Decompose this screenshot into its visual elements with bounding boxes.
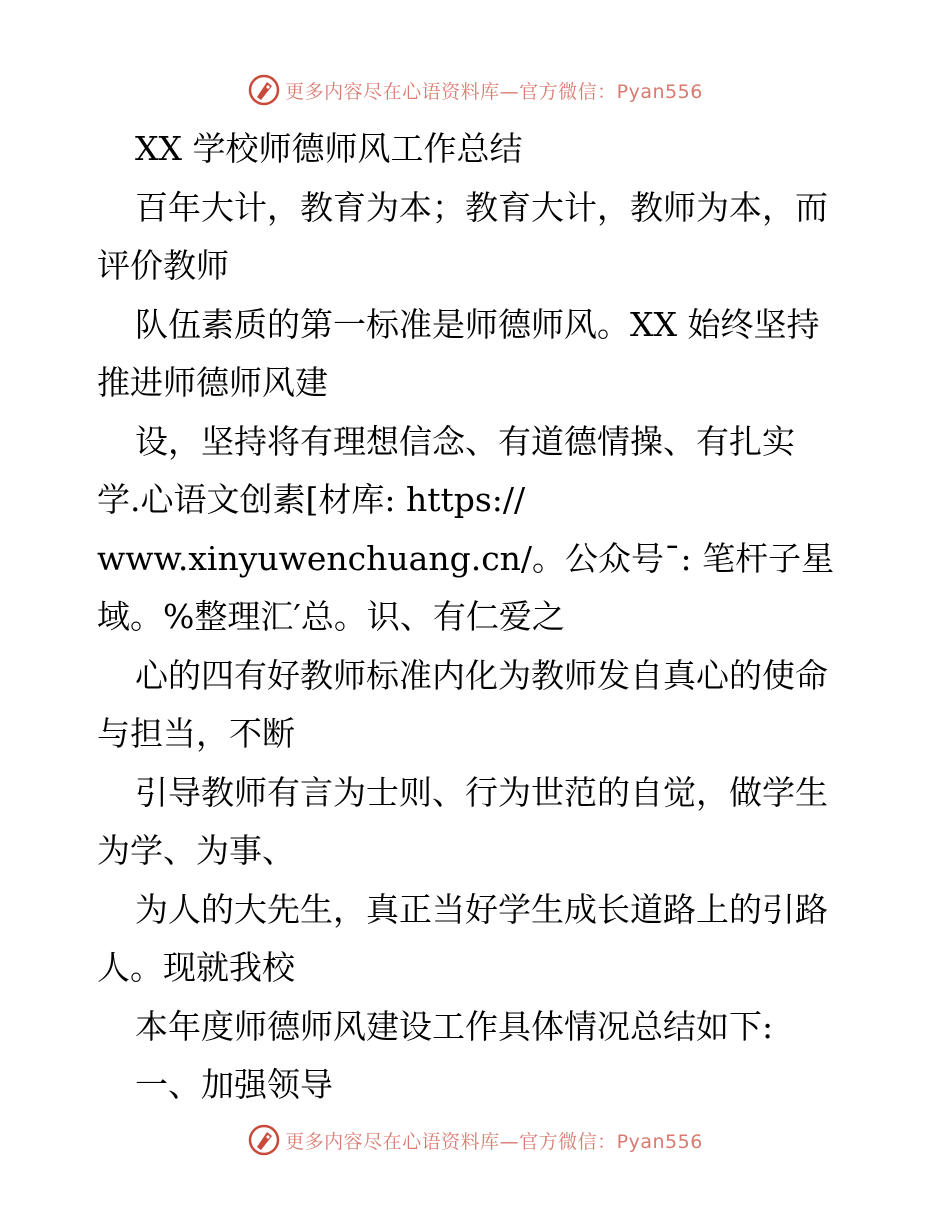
text-line: 百年大计，教育为本；教育大计，教师为本，而: [135, 187, 828, 227]
header-banner-text: 更多内容尽在心语资料库—官方微信：Pyan556: [285, 80, 703, 103]
footer-watermark-banner: [0, 1120, 950, 1160]
pen-nib-logo-icon: [247, 73, 281, 107]
text-line: 人。现就我校: [97, 948, 295, 987]
text-line: 与担当，不断: [97, 714, 295, 753]
document-title: XX 学校师德师风工作总结: [135, 129, 523, 168]
text-line: 心的四有好教师标准内化为教师发自真心的使命: [135, 655, 828, 695]
text-line: www.xinyuwenchuang.cn/。公众号¯: 笔杆子星: [97, 538, 835, 578]
header-watermark-banner: [0, 70, 950, 110]
text-line: 引导教师有言为士则、行为世范的自觉，做学生: [135, 772, 828, 812]
text-line: 队伍素质的第一标准是师德师风。XX 始终坚持: [135, 304, 820, 344]
text-line: 为人的大先生，真正当好学生成长道路上的引路: [135, 889, 828, 929]
footer-banner-text: 更多内容尽在心语资料库—官方微信：Pyan556: [285, 1130, 703, 1153]
section-heading: 一、加强领导: [135, 1065, 333, 1104]
document-body: [97, 120, 867, 1115]
text-line: 本年度师德师风建设工作具体情况总结如下:: [135, 1006, 774, 1046]
pen-nib-logo-icon: [247, 1123, 281, 1157]
text-line: 学.心语文创素[材库: https://: [97, 480, 526, 519]
text-line: 设，坚持将有理想信念、有道德情操、有扎实: [135, 421, 795, 461]
text-line: 推进师德师风建: [97, 363, 328, 402]
text-line: 为学、为事、: [97, 831, 295, 870]
text-line: 域。%整理汇′总。识、有仁爱之: [97, 597, 565, 636]
text-line: 评价教师: [97, 246, 229, 285]
